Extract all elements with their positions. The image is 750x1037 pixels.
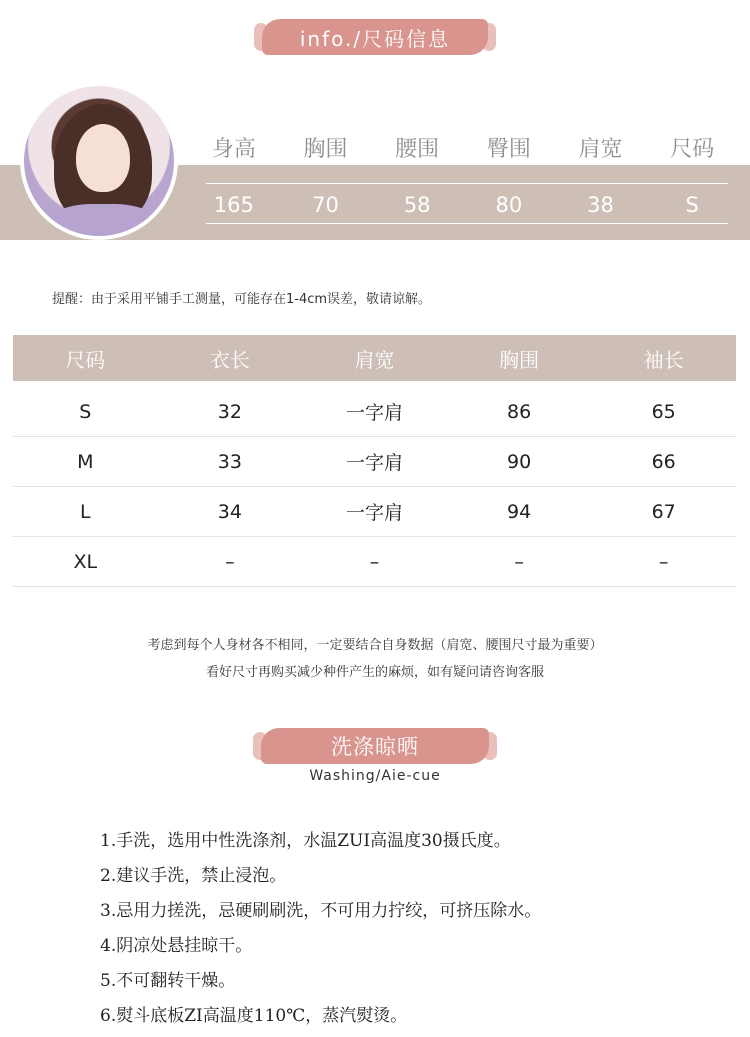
size-table bbox=[13, 335, 736, 587]
table-cell: L bbox=[80, 500, 91, 523]
size-table-body bbox=[13, 381, 736, 587]
table-cell: 一字肩 bbox=[345, 452, 403, 474]
table-header-cell: 袖长 bbox=[643, 347, 684, 372]
table-cell: – bbox=[658, 550, 669, 573]
list-item: 4.阴凉处悬挂晾干。 bbox=[100, 936, 253, 956]
table-cell: XL bbox=[73, 550, 98, 573]
table-cell: 一字肩 bbox=[345, 402, 403, 424]
size-table-header bbox=[13, 335, 736, 381]
list-item: 3.忌用力搓洗，忌硬刷刷洗，不可用力拧绞，可挤压除水。 bbox=[100, 901, 542, 921]
size-info-value: 165 bbox=[213, 193, 254, 217]
table-cell: 32 bbox=[217, 400, 242, 423]
avatar-face bbox=[76, 124, 130, 192]
size-info-header: 胸围 bbox=[303, 137, 348, 162]
size-info-header: 腰围 bbox=[395, 137, 440, 162]
table-cell: – bbox=[225, 550, 235, 573]
size-info-divider-bottom bbox=[206, 223, 728, 224]
advice-line-2: 看好尺寸再购买减少种件产生的麻烦，如有疑问请咨询客服 bbox=[205, 665, 544, 680]
size-info-values bbox=[188, 193, 738, 217]
table-cell: – bbox=[514, 550, 524, 573]
size-info-divider-top bbox=[206, 183, 728, 184]
table-cell: 33 bbox=[217, 450, 242, 473]
table-cell: 67 bbox=[651, 500, 676, 523]
avatar-dress bbox=[44, 204, 162, 240]
table-cell: 34 bbox=[217, 500, 242, 523]
banner-fray-left bbox=[253, 732, 267, 760]
size-info-title: info./尺码信息 bbox=[299, 26, 451, 51]
size-info-headers bbox=[188, 132, 738, 163]
measurement-note: 提醒：由于采用平铺手工测量，可能存在1-4cm误差，敬请谅解。 bbox=[52, 292, 432, 307]
size-info-header: 臀围 bbox=[486, 137, 531, 162]
washing-title: 洗涤晾晒 bbox=[331, 735, 419, 759]
banner-fray-right bbox=[483, 732, 497, 760]
table-row bbox=[13, 437, 736, 487]
table-cell: – bbox=[369, 550, 380, 573]
size-info-value: 38 bbox=[587, 193, 614, 217]
table-header-cell: 胸围 bbox=[499, 347, 540, 372]
table-cell: 94 bbox=[506, 500, 532, 523]
table-cell: 65 bbox=[651, 400, 676, 423]
table-cell: 一字肩 bbox=[345, 502, 403, 524]
washing-subtitle: Washing/Aie-cue bbox=[309, 768, 441, 784]
size-info-value: 58 bbox=[403, 193, 431, 217]
list-item: 1.手洗，选用中性洗涤剂，水温ZUI高温度30摄氏度。 bbox=[100, 831, 511, 851]
table-cell: S bbox=[79, 400, 92, 423]
size-info-value: 70 bbox=[312, 193, 339, 217]
washing-banner bbox=[261, 728, 489, 764]
table-header-cell: 衣长 bbox=[209, 347, 250, 372]
size-info-header: 尺码 bbox=[670, 137, 715, 162]
size-info-header: 肩宽 bbox=[578, 137, 623, 162]
list-item: 6.熨斗底板ZI高温度110℃，蒸汽熨烫。 bbox=[100, 1006, 408, 1026]
washing-instructions bbox=[100, 828, 541, 1037]
table-row bbox=[13, 387, 736, 437]
table-cell: 66 bbox=[651, 450, 676, 473]
table-cell: 90 bbox=[506, 450, 532, 473]
size-info-banner bbox=[262, 19, 488, 55]
model-avatar bbox=[20, 82, 178, 240]
table-header-cell: 尺码 bbox=[65, 347, 106, 372]
banner-fray-left bbox=[254, 23, 268, 51]
size-info-value: S bbox=[685, 193, 699, 217]
table-cell: 86 bbox=[506, 400, 532, 423]
list-item: 5.不可翻转干燥。 bbox=[100, 971, 236, 991]
size-info-header: 身高 bbox=[211, 137, 256, 162]
banner-fray-right bbox=[482, 23, 496, 51]
advice-line-1: 考虑到每个人身材各不相同，一定要结合自身数据（肩宽、腰围尺寸最为重要） bbox=[147, 638, 603, 653]
table-cell: M bbox=[77, 450, 94, 473]
table-header-cell: 肩宽 bbox=[354, 347, 395, 372]
list-item: 2.建议手洗，禁止浸泡。 bbox=[100, 866, 287, 886]
table-row bbox=[13, 537, 736, 587]
table-row bbox=[13, 487, 736, 537]
size-info-value: 80 bbox=[495, 193, 523, 217]
